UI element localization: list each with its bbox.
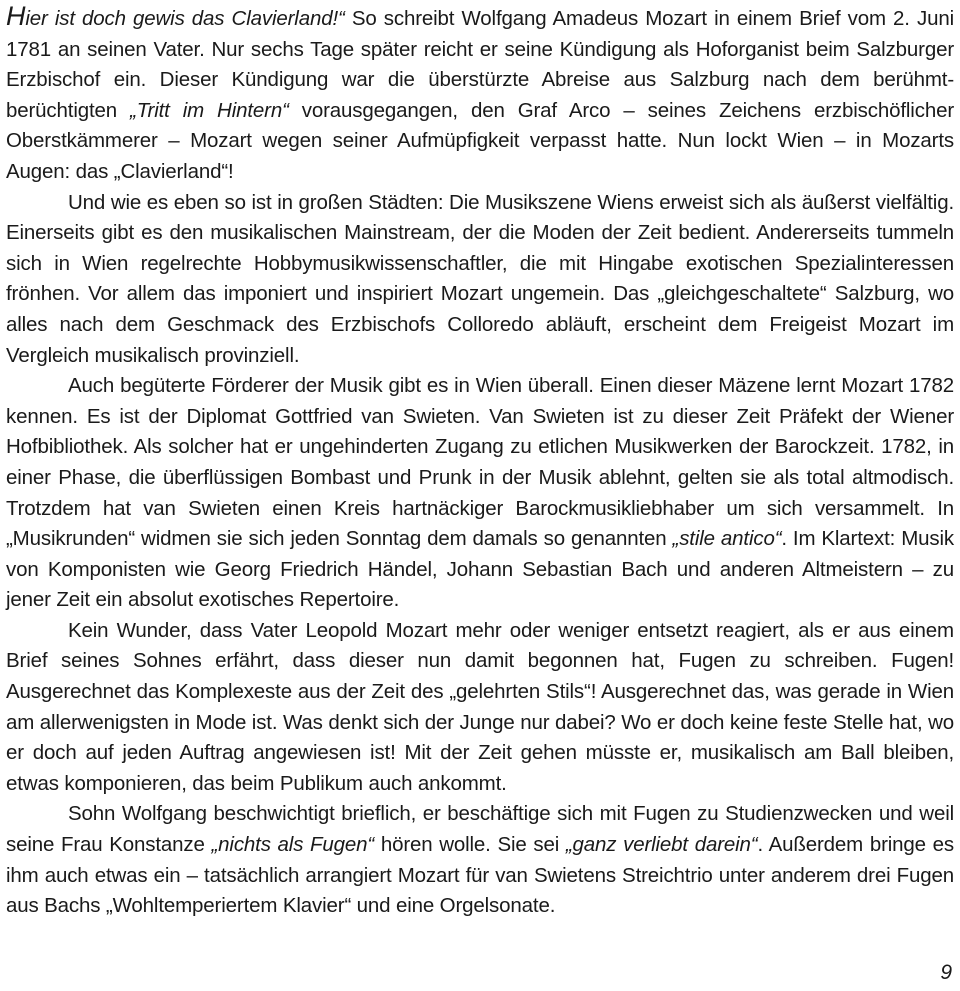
drop-cap: H [6,1,26,31]
text-segment: . Außerdem bringe es ihm auch etwas ein – tatsächlich arrangiert Mozart für van Swietens Streichtrio unter anderem drei Fugen aus Bachs „Wohltemperiertem Klavier“ und eine Orgelsonate. [6,833,954,918]
paragraph-4 [6,616,954,800]
text-segment: So schreibt Wolfgang Amadeus Mozart in einem Brief vom 2. Juni 1781 an seinen Vater. Nur sechs Tage später reicht er seine Kündigung als Hoforganist beim Salzburger Erzbischof ein. Dieser Kündigung war die überstürzte Abreise aus Salzburg nach dem berühmt-berüchtigten [6,7,954,122]
text-segment: vorausgegangen, den Graf Arco – seines Zeichens erzbischöflicher Oberstkämmerer – Mozart wegen seiner Aufmüpfigkeit verpasst hatte. Nun lockt Wien – in Mozarts Augen: das „Clavierland“! [6,98,954,183]
paragraph-2 [6,188,954,372]
text-segment: hören wolle. Sie sei [374,833,566,857]
text-segment: . Im Klartext: Musik von Komponisten wie Georg Friedrich Händel, Johann Sebastian Bach und anderen Altmeistern – zu jener Zeit ein absolut exotisches Repertoire. [6,527,954,612]
quote-nichts-als-fugen: „nichts als Fugen“ [211,833,375,857]
text-segment: Und wie es eben so ist in großen Städten: Die Musikszene Wiens erweist sich als äußerst vielfältig. Einerseits gibt es den musikalischen Mainstream, der die Moden der Zeit bedient. Andererseits tummeln sich in Wien regelrechte Hobbymusikwissenschaftler, die mit Hingabe exotischen Spezialinteressen frönhen. Vor allem das imponiert und inspiriert Mozart ungemein. Das „gleichgeschaltete“ Salzburg, wo alles nach dem Geschmack des Erzbischofs Colloredo abläuft, erscheint dem Freigeist Mozart im Vergleich musikalisch provinziell. [6,190,954,367]
text-segment: Sohn Wolfgang beschwichtigt brieflich, er beschäftige sich mit Fugen zu Studienzwecken und weil seine Frau Konstanze [6,802,954,857]
paragraph-1 [6,1,954,188]
page-body [6,1,954,922]
page-number: 9 [940,961,952,984]
quote-intro: ier ist doch gewis das Clavierland!“ [25,7,345,30]
paragraph-5 [6,799,954,921]
paragraph-3 [6,371,954,616]
text-segment: Auch begüterte Förderer der Musik gibt es in Wien überall. Einen dieser Mäzene lernt Mozart 1782 kennen. Es ist der Diplomat Gottfried van Swieten. Van Swieten ist zu dieser Zeit Präfekt der Wiener Hofbibliothek. Als solcher hat er ungehinderten Zugang zu etlichen Musikwerken der Barockzeit. 1782, in einer Phase, die überflüssigen Bombast und Prunk in der Musik ablehnt, gelten sie als total altmodisch. Trotzdem hat van Swieten einen Kreis hartnäckiger Barockmusikliebhaber um sich versammelt. In „Musikrunden“ widmen sie sich jeden Sonntag dem damals so genannten [6,374,954,551]
quote-stile-antico: „stile antico“ [672,527,782,551]
quote-tritt: „Tritt im Hintern“ [130,98,289,122]
quote-ganz-verliebt: „ganz verliebt darein“ [565,833,758,857]
text-segment: Kein Wunder, dass Vater Leopold Mozart mehr oder weniger entsetzt reagiert, als er aus einem Brief seines Sohnes erfährt, dass dieser nun damit begonnen hat, Fugen zu schreiben. Fugen! Ausgerechnet das Komplexeste aus der Zeit des „gelehrten Stils“! Ausgerechnet das, was gerade in Wien am allerwenigsten in Mode ist. Was denkt sich der Junge nur dabei? Wo er doch keine feste Stelle hat, wo er doch auf jeden Auftrag angewiesen ist! Mit der Zeit gehen müsste er, musikalisch am Ball bleiben, etwas komponieren, das beim Publikum auch ankommt. [6,618,954,795]
